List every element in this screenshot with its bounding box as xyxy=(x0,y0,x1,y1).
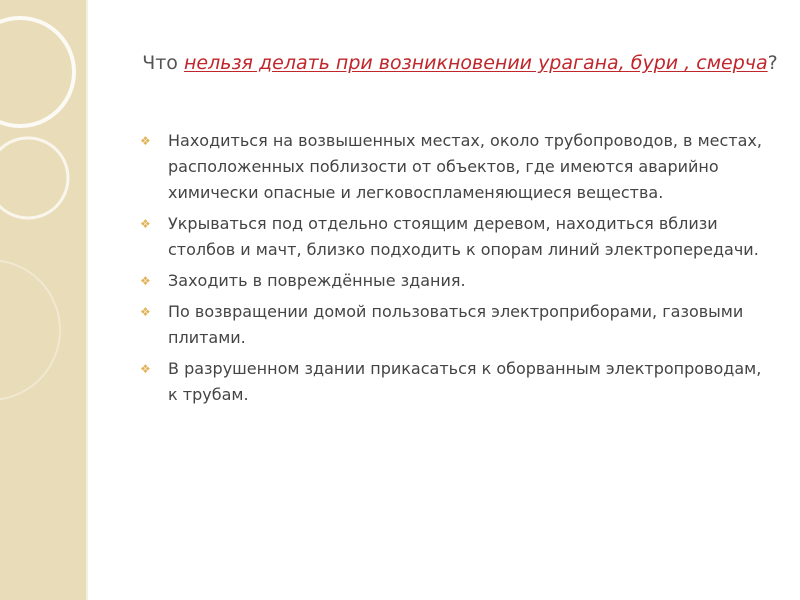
list-item-text: По возвращении домой пользоваться электроприборами, газовыми плитами. xyxy=(168,302,744,347)
decorative-ring-large xyxy=(0,18,74,126)
diamond-bullet-icon: ❖ xyxy=(140,362,151,376)
list-item xyxy=(140,128,770,206)
diamond-bullet-icon: ❖ xyxy=(140,274,151,288)
diamond-bullet-icon: ❖ xyxy=(140,134,151,148)
panel-divider xyxy=(86,0,88,600)
title-prefix: Что xyxy=(142,52,184,74)
list-item-text: Находиться на возвышенных местах, около трубопроводов, в местах, расположенных поблизости от объектов, где имеются аварийно химически опасные и легковоспламеняющиеся вещества. xyxy=(168,131,762,202)
list-item xyxy=(140,211,770,263)
diamond-bullet-icon: ❖ xyxy=(140,217,151,231)
list-item-text: В разрушенном здании прикасаться к оборванным электропроводам, к трубам. xyxy=(168,359,762,404)
slide-title xyxy=(140,46,780,80)
title-highlight: нельзя делать при возникновении урагана, бури , смерча xyxy=(183,52,768,74)
decorative-ring-faint xyxy=(0,260,60,400)
list-item-text: Укрываться под отдельно стоящим деревом, находиться вблизи столбов и мачт, близко подходить к опорам линий электропередачи. xyxy=(168,214,759,259)
list-item-text: Заходить в повреждённые здания. xyxy=(168,271,466,290)
decorative-rings xyxy=(0,0,86,600)
title-suffix: ? xyxy=(767,52,778,74)
decorative-ring-small xyxy=(0,138,68,218)
diamond-bullet-icon: ❖ xyxy=(140,305,151,319)
list-item xyxy=(140,268,770,294)
bullet-list xyxy=(140,128,770,413)
decorative-side-panel xyxy=(0,0,86,600)
list-item xyxy=(140,356,770,408)
list-item xyxy=(140,299,770,351)
